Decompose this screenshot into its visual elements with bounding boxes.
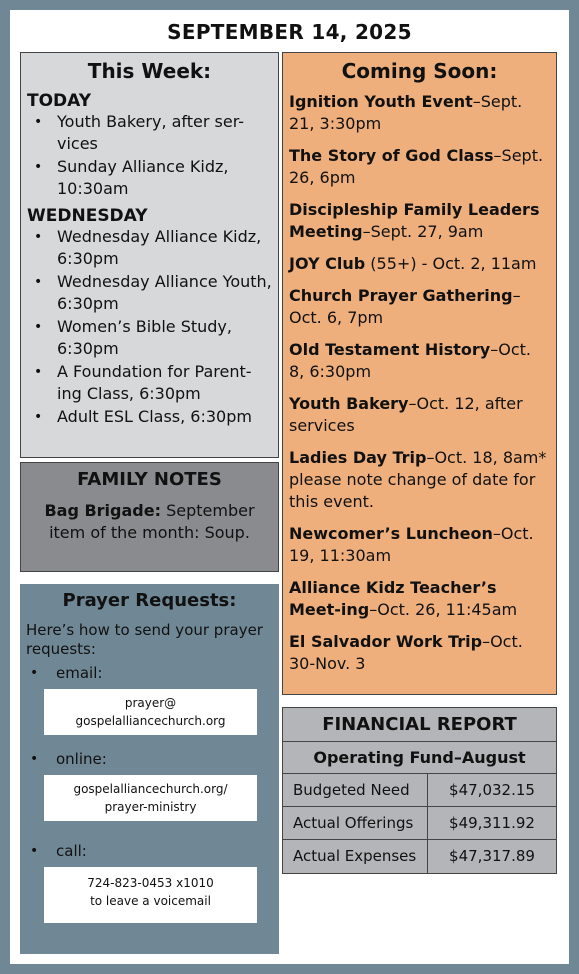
list-item: Church Prayer Gathering– Oct. 6, 7pm xyxy=(289,286,521,327)
wednesday-event-list xyxy=(27,226,272,428)
list-item: Old Testament History–Oct. 8, 6:30pm xyxy=(289,340,531,381)
page-date-heading: SEPTEMBER 14, 2025 xyxy=(167,20,412,44)
bulletin-page xyxy=(10,10,569,964)
list-item: Alliance Kidz Teacher’s Meet-ing–Oct. 26, 11:45am xyxy=(289,578,518,619)
row-value: $47,032.15 xyxy=(449,781,535,799)
table-row xyxy=(283,840,556,873)
family-notes-title: FAMILY NOTES xyxy=(77,469,222,490)
day-heading-wednesday: WEDNESDAY xyxy=(27,206,148,226)
row-label: Actual Offerings xyxy=(283,807,428,839)
list-item: • A Foundation for Parent-ing Class, 6:30pm xyxy=(34,362,252,403)
bullet-icon: • xyxy=(30,665,39,681)
financial-report-title: FINANCIAL REPORT xyxy=(283,708,556,742)
list-item: The Story of God Class–Sept. 26, 6pm xyxy=(289,146,544,187)
family-notes-label: Bag Brigade: xyxy=(44,501,161,520)
family-notes-section xyxy=(20,462,279,572)
row-label: Actual Expenses xyxy=(283,840,428,873)
bullet-icon: • xyxy=(34,114,43,130)
coming-soon-title: Coming Soon: xyxy=(341,59,498,83)
bullet-icon: • xyxy=(34,274,43,290)
prayer-requests-title: Prayer Requests: xyxy=(62,590,237,611)
bullet-icon: • xyxy=(30,843,39,859)
family-notes-text: September item of the month: Soup. xyxy=(49,501,255,542)
list-item: • Youth Bakery, after ser-vices xyxy=(34,112,245,153)
bullet-icon: • xyxy=(34,229,43,245)
prayer-call-box: 724-823-0453 x1010 to leave a voicemail xyxy=(44,867,257,923)
list-item: Discipleship Family Leaders Meeting–Sept. 27, 9am xyxy=(289,200,540,241)
list-item: • Wednesday Alliance Youth, 6:30pm xyxy=(34,272,272,313)
list-item: • Adult ESL Class, 6:30pm xyxy=(34,407,252,426)
table-row xyxy=(283,807,556,840)
today-event-list xyxy=(27,111,272,200)
coming-soon-section xyxy=(282,52,557,695)
list-item: • Sunday Alliance Kidz, 10:30am xyxy=(34,157,229,198)
list-item: Newcomer’s Luncheon–Oct. 19, 11:30am xyxy=(289,524,534,565)
table-row xyxy=(283,774,556,807)
prayer-requests-intro: Here’s how to send your prayer requests: xyxy=(26,621,263,658)
list-item: Ignition Youth Event–Sept. 21, 3:30pm xyxy=(289,92,523,133)
list-item: El Salvador Work Trip–Oct. 30-Nov. 3 xyxy=(289,632,523,673)
prayer-method-email: • email: xyxy=(30,664,103,682)
bullet-icon: • xyxy=(30,751,39,767)
prayer-online-box: gospelalliancechurch.org/ prayer-ministry xyxy=(44,775,257,821)
bullet-icon: • xyxy=(34,409,43,425)
bullet-icon: • xyxy=(34,159,43,175)
list-item: • Women’s Bible Study, 6:30pm xyxy=(34,317,232,358)
list-item: Youth Bakery–Oct. 12, after services xyxy=(289,394,523,435)
row-label: Budgeted Need xyxy=(283,774,428,806)
financial-report-section xyxy=(282,707,557,874)
day-heading-today: TODAY xyxy=(27,91,91,111)
this-week-title: This Week: xyxy=(87,59,212,83)
prayer-method-online: • online: xyxy=(30,750,107,768)
row-value: $49,311.92 xyxy=(449,814,535,832)
this-week-section xyxy=(20,52,279,458)
bullet-icon: • xyxy=(34,364,43,380)
prayer-email-box: prayer@ gospelalliancechurch.org xyxy=(44,689,257,735)
financial-report-subtitle: Operating Fund–August xyxy=(283,742,556,774)
family-notes-body xyxy=(31,500,268,544)
list-item: JOY Club (55+) - Oct. 2, 11am xyxy=(289,254,537,273)
prayer-method-call: • call: xyxy=(30,842,87,860)
prayer-requests-section xyxy=(20,584,279,954)
list-item: Ladies Day Trip–Oct. 18, 8am* please note change of date for this event. xyxy=(289,448,547,511)
row-value: $47,317.89 xyxy=(449,847,535,865)
list-item: • Wednesday Alliance Kidz, 6:30pm xyxy=(34,227,262,268)
bullet-icon: • xyxy=(34,319,43,335)
